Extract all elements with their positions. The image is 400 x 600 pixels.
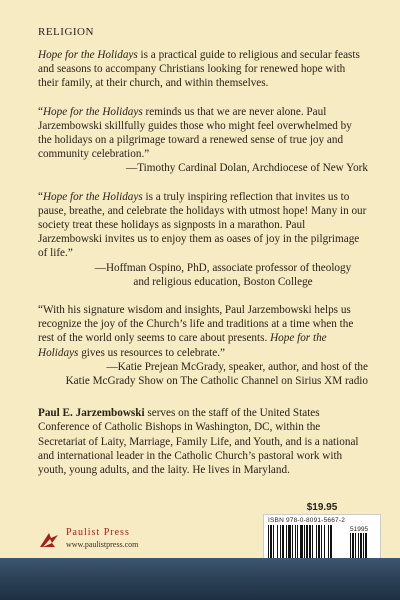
endorsement-text: reminds us that we are never alone. Paul Jarzembowski skillfully guides those who might feel overwhelmed by the holidays on a pilgrimage toward a renewed sense of true joy and community celebration.” [38,105,352,161]
water-photo-strip [0,558,400,600]
paulist-press-logo-icon [38,529,60,551]
attribution-line: —Hoffman Ospino, PhD, associate professor of theology [94,261,352,274]
book-description [38,48,368,91]
author-name: Paul E. Jarzembowski [38,407,145,420]
book-title: Hope for the Holidays [42,190,143,203]
quote-open: “ [38,105,43,118]
attribution-line: —Timothy Cardinal Dolan, Archdiocese of New York [126,162,368,175]
bio-text: serves on the staff of the United States Conference of Catholic Bishops in Washington, DC, within the Secretariat of Laity, Marriage, Family Life, and Youth, and is a national and international leader in the Catholic Church’s pastoral work with youth, young adults, and the laity. He lives in Maryland. [38,407,359,477]
endorsement-1 [38,105,368,162]
endorsement-text: is a truly inspiring reflection that invites us to pause, breathe, and celebrate the holidays with utmost hope! Many in our society treat these holidays as signposts in a marathon. Paul Jarzembowski invites us to enjoy them as oases of joy in the pilgrimage of life.” [38,190,367,260]
barcode-addon-number: 51995 [350,526,369,533]
category-label: RELIGION [38,26,94,38]
book-title: Hope for the Holidays [38,332,327,359]
cover-text [38,26,368,477]
attribution-line: —Katie Prejean McGrady, speaker, author, and host of the [106,360,368,373]
attribution-line: Katie McGrady Show on The Catholic Channel on Sirius XM radio [65,375,368,388]
publisher-block [38,527,138,551]
price: $19.95 [306,502,338,513]
quote-open: “ [38,190,43,203]
publisher-url: www.paulistpress.com [66,540,139,549]
publisher-name: Paulist Press [66,527,130,538]
book-title: Hope for the Holidays [42,105,143,118]
endorsement-1-attribution [38,161,368,175]
endorsement-text: “With his signature wisdom and insights, Paul Jarzembowski helps us recognize the joy of the Church’s life and traditions at a time when the rest of the world only seems to care about presents. [38,304,354,345]
endorsement-3-attribution [38,360,368,388]
endorsement-3 [38,303,368,360]
attribution-line: and religious education, Boston College [133,275,313,288]
endorsement-2-attribution [38,261,368,289]
author-bio [38,406,368,477]
isbn-text: ISBN 978-0-8091-5667-2 [268,517,346,524]
description-text: is a practical guide to religious and secular feasts and seasons to accompany Christians looking for renewed hope with their family, at their church, and within themselves. [38,49,360,90]
endorsement-text: gives us resources to celebrate.” [78,346,226,359]
book-title: Hope for the Holidays [38,49,138,61]
endorsement-2 [38,190,368,261]
